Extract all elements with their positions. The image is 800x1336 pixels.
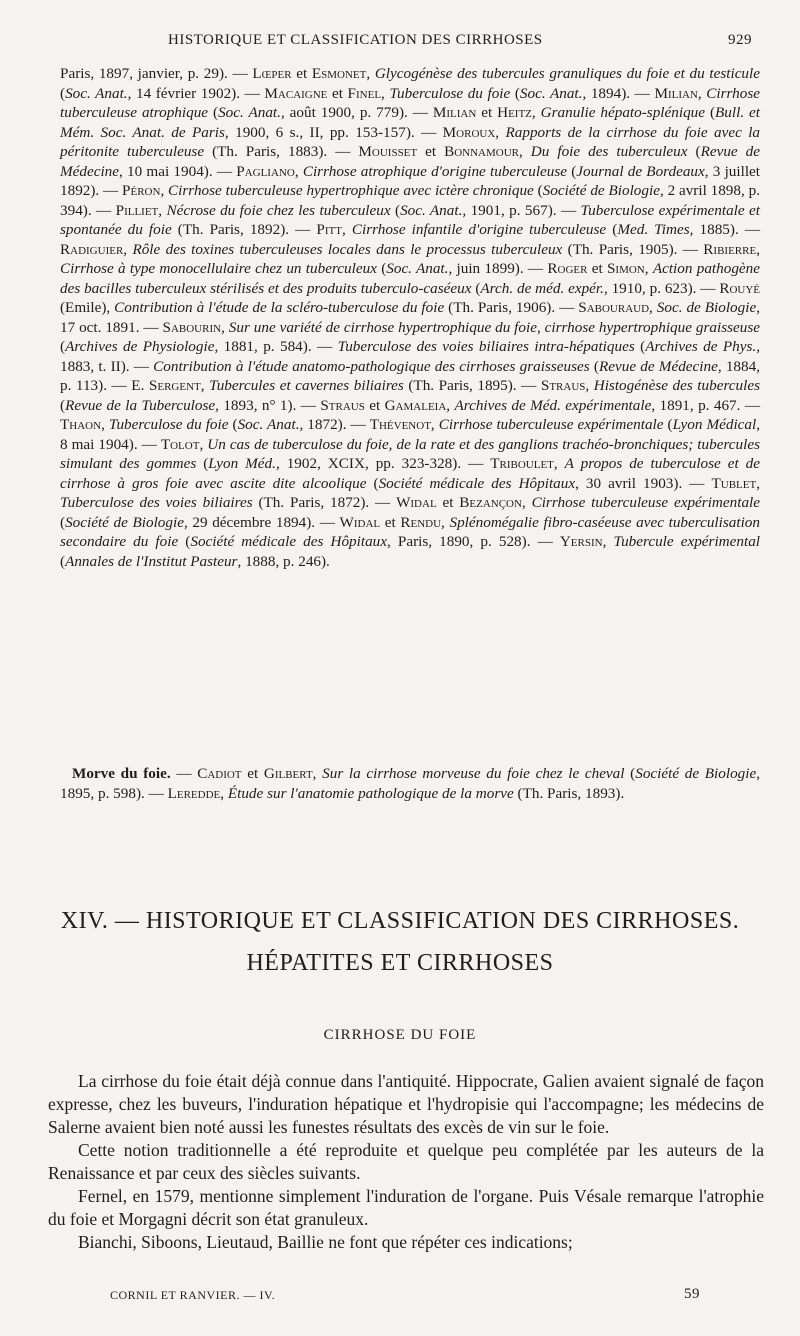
- text-run: ,: [553, 455, 565, 472]
- text-run: (Th. Paris, 1892). —: [171, 221, 317, 238]
- subsection-lead: Morve du foie.: [72, 765, 171, 782]
- italic-title-run: Cirrhose atrophique d'origine tuberculeuse: [302, 162, 568, 180]
- italic-title-run: Contribution à l'étude de la scléro-tuberculose du foie: [114, 299, 445, 316]
- text-run: (: [60, 552, 66, 570]
- text-run: , 2 avril 1898, p. 394). —: [60, 182, 760, 219]
- chapter-heading: [40, 900, 760, 984]
- text-run: (: [366, 474, 379, 492]
- text-run: , 1900, 6 s., II, pp. 153-157). —: [224, 123, 443, 141]
- running-head-title: HISTORIQUE ET CLASSIFICATION DES CIRRHOSES: [168, 32, 543, 48]
- text-run: , 17 oct. 1891. —: [60, 299, 761, 336]
- text-run: et: [587, 260, 607, 277]
- text-run: ,: [160, 182, 169, 199]
- text-run: , 3 juillet 1892). —: [60, 162, 761, 199]
- morve-bibliography: [60, 764, 760, 804]
- text-run: (Th. Paris, 1893).: [513, 785, 625, 802]
- body-paragraph: Fernel, en 1579, mentionne simplement l'induration de l'organe. Puis Vésale remarque l'atrophie du foie et Morgagni décrit son état granuleux.: [48, 1186, 764, 1229]
- italic-title-run: Un cas de tuberculose du foie, de la rate et des ganglions trachéo-bronchiques; tubercules simulant des gommes: [60, 435, 761, 472]
- text-run: (Th. Paris, 1883). —: [204, 143, 359, 160]
- text-run: ,: [158, 201, 167, 219]
- text-run: (: [510, 84, 520, 102]
- sheet-number: 59: [684, 1286, 700, 1302]
- text-run: ,: [200, 377, 210, 394]
- text-run: ,: [441, 513, 450, 531]
- text-run: (: [196, 455, 209, 472]
- italic-title-run: Splénomégalie fibro-caséeuse avec tuberculisation secondaire du foie: [60, 513, 760, 550]
- author-name: Bezançon: [459, 494, 522, 511]
- italic-title-run: Lyon Médical: [672, 416, 757, 433]
- body-paragraph: Cette notion traditionnelle a été reproduite et quelque peu complétée par les auteurs de la Renaissance et par ceux des siècles suivants.: [48, 1140, 764, 1183]
- author-name: Macaigne: [264, 84, 328, 102]
- author-name: Bonnamour: [444, 143, 519, 160]
- bibliography-paragraph: [60, 64, 760, 571]
- author-name: Thévenot: [369, 416, 431, 433]
- italic-title-run: Cirrhose infantile d'origine tuberculeuse: [351, 221, 607, 238]
- author-name: Esmonet: [311, 65, 367, 82]
- italic-title-run: Contribution à l'étude anatomo-pathologique des cirrhoses graisseuses: [153, 357, 590, 375]
- section-title: CIRRHOSE DU FOIE: [323, 1027, 477, 1043]
- text-run: (: [178, 533, 191, 550]
- italic-title-run: Tubercule expérimental: [613, 533, 761, 550]
- author-name: Ribierre: [703, 240, 757, 258]
- author-name: Widal: [339, 513, 381, 531]
- text-run: , 1910, p. 623). —: [603, 279, 720, 297]
- italic-title-run: Soc. Anat.: [237, 416, 300, 433]
- author-name: Lœper: [252, 65, 292, 82]
- author-name: Rendu: [400, 513, 442, 531]
- text-run: ,: [585, 377, 594, 394]
- text-run: , 1902, XCIX, pp. 323-328). —: [275, 455, 491, 472]
- text-run: ,: [531, 104, 541, 121]
- signature-mark: CORNIL ET RANVIER. — IV.: [110, 1288, 276, 1302]
- text-run: (: [624, 765, 636, 782]
- italic-title-run: Sur la cirrhose morveuse du foie chez le cheval: [322, 765, 625, 782]
- italic-title-run: Soc. de Biologie: [656, 299, 757, 316]
- italic-title-run: A propos de tuberculose et de cirrhose à gros foie avec ascite dite alcoolique: [60, 455, 761, 492]
- italic-title-run: Glycogénèse des tubercules granuliques du foie et du testicule: [374, 65, 760, 82]
- text-run: ,: [123, 240, 133, 258]
- text-run: , juin 1899). —: [448, 260, 548, 277]
- italic-title-run: Tuberculose des voies biliaires intra-hépatiques: [337, 338, 635, 355]
- italic-title-run: Société de Biologie: [635, 765, 757, 782]
- italic-title-run: Journal de Bordeaux: [576, 162, 705, 180]
- author-name: E. Sergent: [131, 377, 201, 394]
- author-name: Moroux: [442, 123, 496, 141]
- text-run: ,: [697, 84, 707, 102]
- author-name: Milian: [654, 84, 698, 102]
- morve-paragraph: [60, 764, 760, 804]
- italic-title-run: Sur une variété de cirrhose hypertrophique du foie, cirrhose hypertrophique graisseuse: [228, 318, 760, 336]
- chapter-subtitle: HÉPATITES ET CIRRHOSES: [246, 950, 554, 976]
- italic-title-run: Soc. Anat.: [400, 201, 463, 219]
- text-run: (Th. Paris, 1895). —: [403, 377, 541, 394]
- italic-title-run: Med. Times: [617, 221, 690, 238]
- italic-title-run: Société médicale des Hôpitaux: [190, 533, 388, 550]
- text-run: , 14 février 1902). —: [127, 84, 265, 102]
- italic-title-run: Rôle des toxines tuberculeuses locales dans le processus tuberculeux: [132, 240, 563, 258]
- italic-title-run: Nécrose du foie chez les tuberculeux: [166, 201, 391, 219]
- text-run: (: [228, 416, 238, 433]
- text-run: et: [291, 65, 312, 82]
- italic-title-run: Archives de Méd. expérimentale: [454, 396, 652, 414]
- text-run: , 1881, p. 584). —: [214, 338, 338, 355]
- italic-title-run: Cirrhose tuberculeuse expérimentale: [438, 416, 664, 433]
- text-run: ,: [101, 416, 109, 433]
- text-run: , 30 avril 1903). —: [575, 474, 712, 492]
- text-run: (Th. Paris, 1906). —: [444, 299, 579, 316]
- italic-title-run: Cirrhose tuberculeuse expérimentale: [531, 494, 761, 511]
- italic-title-run: Cirrhose à type monocellulaire chez un tuberculeux: [60, 260, 377, 277]
- text-run: et: [241, 765, 264, 782]
- text-run: , 1884, p. 113). —: [60, 357, 760, 394]
- italic-title-run: Revue de Médecine: [60, 143, 760, 180]
- author-name: Gamaleia: [384, 396, 447, 414]
- italic-title-run: Tuberculose des voies biliaires: [60, 494, 253, 511]
- italic-title-run: Soc. Anat.: [519, 84, 583, 102]
- text-run: (: [687, 143, 701, 160]
- italic-title-run: Lyon Méd.: [208, 455, 276, 472]
- text-run: , 1891, p. 467. —: [651, 396, 761, 414]
- text-run: ,: [602, 533, 614, 550]
- text-run: (: [567, 162, 577, 180]
- italic-title-run: Cirrhose tuberculeuse atrophique: [60, 84, 761, 121]
- text-run: (: [533, 182, 543, 199]
- text-run: , 1901, p. 567). —: [462, 201, 581, 219]
- text-run: ,: [644, 260, 653, 277]
- italic-title-run: Granulie hépato-splénique: [540, 104, 706, 121]
- italic-title-run: Soc. Anat.: [386, 260, 449, 277]
- italic-title-run: Du foie des tuberculeux: [530, 143, 688, 160]
- text-run: (: [390, 201, 401, 219]
- text-run: ,: [221, 318, 229, 336]
- text-run: et: [476, 104, 498, 121]
- text-run: et: [380, 513, 401, 531]
- text-run: ,: [495, 123, 506, 141]
- author-name: Pilliet: [115, 201, 159, 219]
- italic-title-run: Bull. et Mém. Soc. Anat. de Paris: [60, 104, 761, 141]
- author-name: Pagliano: [236, 162, 295, 180]
- text-run: (: [60, 513, 66, 531]
- author-name: Roger: [547, 260, 588, 277]
- text-run: (: [663, 416, 673, 433]
- author-name: Radiguier: [60, 240, 124, 258]
- author-name: Tublet: [711, 474, 757, 492]
- author-name: Mouisset: [358, 143, 418, 160]
- text-run: —: [170, 765, 198, 782]
- author-name: Rouyé: [719, 279, 761, 297]
- italic-title-run: Rapports de la cirrhose du foie avec la péritonite tuberculeuse: [60, 123, 761, 160]
- italic-title-run: Tuberculose du foie: [108, 416, 229, 433]
- text-run: ,: [519, 143, 531, 160]
- text-run: ,: [756, 240, 760, 258]
- text-run: ,: [649, 299, 657, 316]
- italic-title-run: Tubercules et cavernes biliaires: [209, 377, 404, 394]
- text-run: ,: [220, 785, 228, 802]
- italic-title-run: Société médicale des Hôpitaux: [378, 474, 576, 492]
- text-run: et: [417, 143, 445, 160]
- text-run: ,: [521, 494, 532, 511]
- text-run: ,: [199, 435, 208, 453]
- author-name: Milian: [432, 104, 477, 121]
- text-run: ,: [366, 65, 375, 82]
- author-name: Heitz: [497, 104, 532, 121]
- italic-title-run: Annales de l'Institut Pasteur: [65, 552, 238, 570]
- italic-title-run: Arch. de méd. expér.: [480, 279, 604, 297]
- author-name: Thaon: [60, 416, 102, 433]
- text-run: , 10 mai 1904). —: [119, 162, 237, 180]
- author-name: Straus: [540, 377, 586, 394]
- chapter-title: XIV. — HISTORIQUE ET CLASSIFICATION DES CIRRHOSES.: [60, 908, 740, 934]
- body-paragraph: La cirrhose du foie était déjà connue dans l'antiquité. Hippocrate, Galien avaient signalé de façon expresse, chez les buveurs, l'induration hépatique et l'hydropisie qui l'accompagne; les médecins de Salerne avaient bien noté aussi les funestes résultats des excès de vin sur le foie.: [48, 1071, 764, 1137]
- text-run: , 29 décembre 1894). —: [183, 513, 340, 531]
- text-run: et: [436, 494, 460, 511]
- text-run: , août 1900, p. 779). —: [280, 104, 433, 121]
- author-name: Yersin: [559, 533, 603, 550]
- text-run: (Emile),: [60, 299, 115, 316]
- text-run: , 8 mai 1904). —: [60, 416, 761, 453]
- text-run: (: [208, 104, 219, 121]
- text-run: (: [606, 221, 618, 238]
- italic-title-run: Soc. Anat.: [65, 84, 128, 102]
- italic-title-run: Tuberculose du foie: [389, 84, 511, 102]
- text-run: , Paris, 1890, p. 528). —: [387, 533, 560, 550]
- author-name: Sabourin: [162, 318, 222, 336]
- author-name: Pitt: [316, 221, 342, 238]
- text-run: ,: [381, 84, 390, 102]
- page-number: 929: [728, 32, 752, 48]
- text-run: (: [634, 338, 646, 355]
- author-name: Triboulet: [490, 455, 554, 472]
- text-run: , 1872). —: [299, 416, 370, 433]
- italic-title-run: Action pathogène des bacilles tuberculeux stérilisés et des produits tuberculo-caséeux: [60, 260, 760, 297]
- text-run: (: [60, 396, 66, 414]
- text-run: ,: [430, 416, 439, 433]
- italic-title-run: Société de Biologie: [542, 182, 660, 199]
- text-run: (: [376, 260, 387, 277]
- text-run: (: [705, 104, 716, 121]
- text-run: ,: [756, 474, 760, 492]
- text-run: , 1888, p. 246).: [237, 552, 330, 570]
- text-run: ,: [341, 221, 352, 238]
- author-name: Péron: [122, 182, 161, 199]
- italic-title-run: Tuberculose expérimentale et spontanée du foie: [60, 201, 761, 238]
- text-run: , 1883, t. II). —: [60, 338, 761, 375]
- text-run: ,: [312, 765, 323, 782]
- body-text: [48, 1070, 764, 1254]
- text-run: (: [471, 279, 481, 297]
- italic-title-run: Société de Biologie: [65, 513, 184, 531]
- italic-title-run: Revue de Médecine: [598, 357, 718, 375]
- text-run: (: [589, 357, 599, 375]
- author-name: Tolot: [160, 435, 200, 453]
- text-run: (: [60, 84, 66, 102]
- text-run: , 1885). —: [689, 221, 761, 238]
- text-run: (: [60, 338, 66, 355]
- bibliography-block: [60, 64, 760, 571]
- text-run: ,: [446, 396, 455, 414]
- text-run: Paris, 1897, janvier, p. 29). —: [60, 65, 253, 82]
- author-name: Sabouraud: [578, 299, 650, 316]
- text-run: , 1894). —: [582, 84, 655, 102]
- italic-title-run: Étude sur l'anatomie pathologique de la morve: [227, 785, 514, 802]
- italic-title-run: Histogénèse des tubercules: [593, 377, 761, 394]
- author-name: Widal: [396, 494, 437, 511]
- italic-title-run: Cirrhose tuberculeuse hypertrophique avec ictère chronique: [168, 182, 534, 199]
- text-run: , 1895, p. 598). —: [60, 765, 761, 802]
- author-name: Leredde: [167, 785, 221, 802]
- text-run: ,: [294, 162, 303, 180]
- author-name: Gilbert: [263, 765, 313, 782]
- italic-title-run: Archives de Phys.: [645, 338, 757, 355]
- body-paragraph: Bianchi, Siboons, Lieutaud, Baillie ne font que répéter ces indications;: [78, 1232, 573, 1252]
- text-run: , 1893, n° 1). —: [215, 396, 321, 414]
- author-name: Finel: [347, 84, 382, 102]
- author-name: Simon: [606, 260, 645, 277]
- text-run: et: [364, 396, 385, 414]
- italic-title-run: Soc. Anat.: [218, 104, 281, 121]
- author-name: Cadiot: [197, 765, 242, 782]
- italic-title-run: Revue de la Tuberculose: [65, 396, 216, 414]
- text-run: et: [327, 84, 348, 102]
- italic-title-run: Archives de Physiologie: [65, 338, 215, 355]
- author-name: Straus: [320, 396, 365, 414]
- text-run: (Th. Paris, 1872). —: [252, 494, 397, 511]
- text-run: (Th. Paris, 1905). —: [562, 240, 704, 258]
